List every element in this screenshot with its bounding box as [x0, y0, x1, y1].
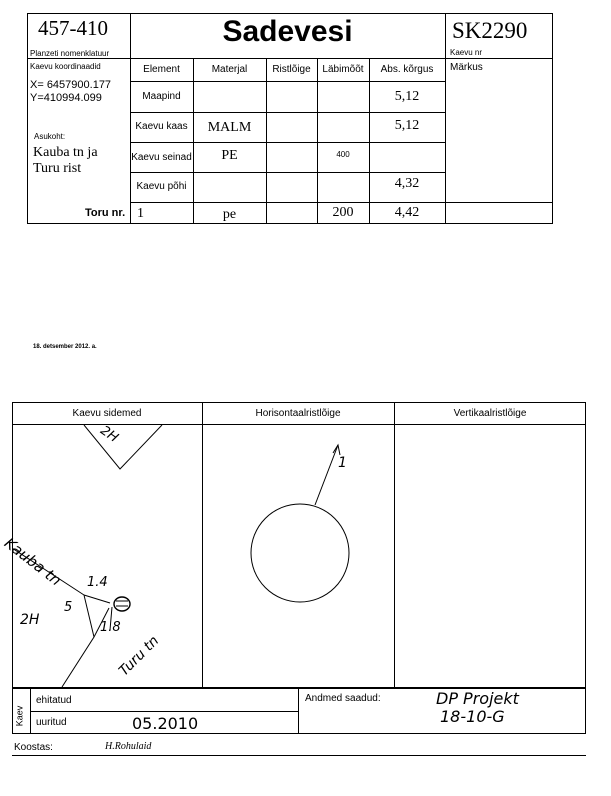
handwritten-note: 2H: [20, 612, 40, 628]
rule: [317, 58, 318, 224]
coordinate-x: X= 6457900.177: [30, 79, 112, 91]
sketch-column-title: Vertikaalristlõige: [453, 408, 527, 419]
pipe-abs-height: 4,42: [394, 205, 420, 220]
nomenclature-label: Planzeti nomenklatuur: [30, 49, 110, 58]
rule: [130, 112, 445, 113]
surveyed-label: uuritud: [36, 717, 67, 728]
table-row-abs-height: 4,32: [394, 176, 420, 191]
data-from-label: Andmed saadud:: [305, 693, 381, 704]
handwritten-street: Turu tn: [116, 633, 163, 680]
date-note: 18. detsember 2012. a.: [33, 344, 97, 350]
handwritten-measure: 1.8: [100, 620, 121, 635]
table-row-diameter: 400: [336, 150, 350, 159]
rule: [30, 688, 31, 734]
well-symbol: [114, 597, 130, 611]
coordinate-y: Y=410994.099: [30, 92, 102, 104]
well-number: SK2290: [452, 18, 528, 43]
horizontal-section-sketch: [202, 425, 394, 687]
rule: [27, 58, 553, 59]
rule: [30, 711, 298, 712]
column-header: Element: [143, 64, 180, 75]
column-header: Materjal: [211, 64, 248, 75]
data-from-value: DP Projekt: [436, 689, 519, 708]
nomenclature-number: 457-410: [38, 16, 108, 40]
pipe-number: 1: [137, 206, 144, 221]
rule: [266, 58, 267, 224]
rule: [369, 58, 370, 224]
footer-side-label: Kaev: [14, 705, 25, 727]
rule: [130, 81, 445, 82]
rule: [193, 58, 194, 224]
well-number-label: Kaevu nr: [450, 48, 483, 57]
rule: [12, 755, 586, 756]
column-header: Läbimõõt: [322, 64, 364, 75]
pipe-direction: [315, 445, 338, 505]
rule: [130, 172, 445, 173]
column-header: Ristlõige: [272, 64, 311, 75]
compiled-value: H.Rohulaid: [105, 741, 152, 752]
handwritten-note: 2H: [97, 423, 121, 446]
rule: [394, 402, 395, 688]
handwritten-street: Kauba tn: [0, 534, 65, 590]
building-outline: [84, 425, 162, 469]
surveyed-value: 05.2010: [132, 714, 199, 733]
handwritten-pipe-number: 1: [338, 455, 347, 471]
measure-line: [84, 595, 110, 603]
location-line-1: Kauba tn ja: [33, 145, 98, 160]
location-label: Asukoht:: [34, 132, 66, 141]
well-outline: [251, 504, 349, 602]
rule: [130, 142, 445, 143]
table-row-material: PE: [221, 148, 238, 163]
rule: [298, 688, 299, 734]
sketch-column-title: Kaevu sidemed: [72, 408, 142, 419]
location-line-2: Turu rist: [33, 161, 82, 176]
table-row-element: Maapind: [142, 91, 181, 102]
pipe-diameter: 200: [332, 205, 354, 220]
table-row-abs-height: 5,12: [394, 89, 420, 104]
pipe-row-label: Toru nr.: [85, 207, 126, 219]
rule: [445, 13, 446, 224]
handwritten-measure: 1.4: [87, 575, 108, 590]
built-label: ehitatud: [36, 695, 72, 706]
table-row-element: Kaevu põhi: [136, 181, 187, 192]
pipe-material: pe: [222, 207, 237, 222]
table-row-abs-height: 5,12: [394, 118, 420, 133]
compiled-label: Koostas:: [14, 742, 53, 753]
column-header: Märkus: [450, 62, 483, 73]
table-row-material: MALM: [207, 120, 252, 135]
handwritten-measure: 5: [64, 600, 73, 615]
document-title: Sadevesi: [222, 15, 353, 48]
table-row-element: Kaevu kaas: [135, 121, 188, 132]
table-row-element: Kaevu seinad: [131, 152, 192, 163]
data-from-value: 18-10-G: [440, 707, 505, 726]
coordinates-label: Kaevu koordinaadid: [30, 62, 101, 71]
column-header: Abs. kõrgus: [380, 64, 434, 75]
sketch-column-title: Horisontaalristlõige: [255, 408, 341, 419]
